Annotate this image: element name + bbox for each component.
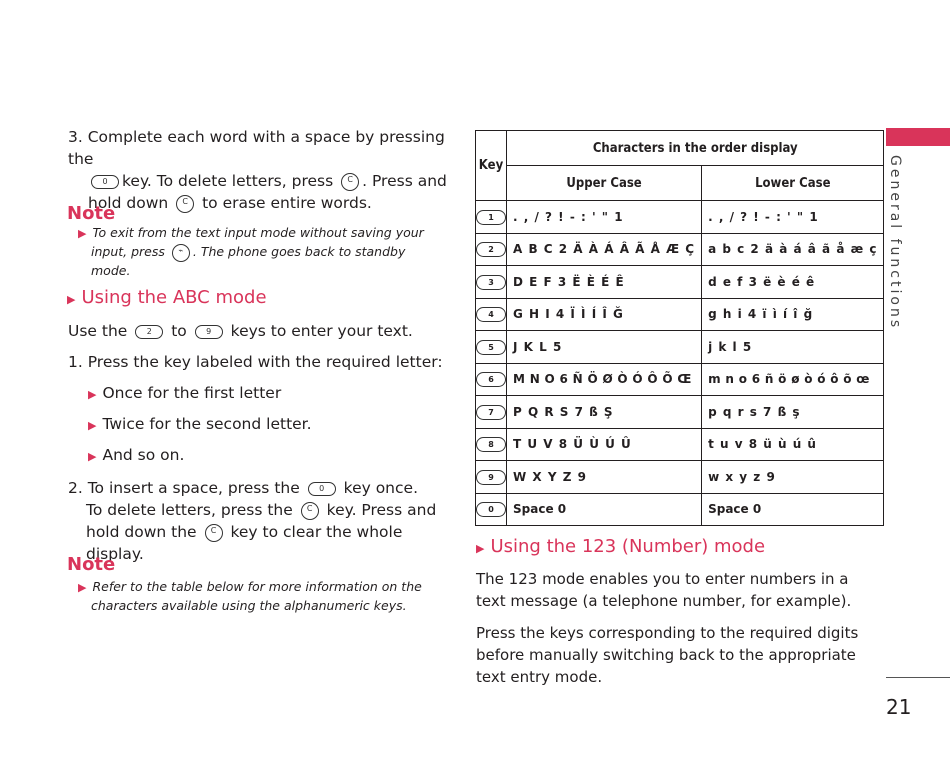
- bullet-triangle-icon: ▶: [88, 388, 97, 401]
- step2-text: 2. To insert a space, press the 0 key once. To delete letters, press the C key. Press and hold down the C key to clear the whole display.: [68, 479, 437, 563]
- section-tab-bar: [886, 128, 950, 146]
- note-text: ▶ To exit from the text input mode without saving your input, press ⌁ . The phone goes back to standby mode.: [78, 225, 424, 278]
- page-number: 21: [886, 695, 912, 719]
- note-text: ▶ Refer to the table below for more information on the characters available using the alphanumeric keys.: [78, 579, 422, 613]
- key-icon: 1: [476, 210, 506, 225]
- key-icon: 0: [476, 502, 506, 517]
- key-icon: 7: [476, 405, 506, 420]
- page-divider: [886, 677, 950, 678]
- clear-key-icon: C: [205, 524, 223, 542]
- key-icon: 3: [476, 275, 506, 290]
- key-icon: 8: [476, 437, 506, 452]
- clear-key-icon: C: [341, 173, 359, 191]
- number-mode-paragraph-2: Press the keys corresponding to the required digits before manually switching back to the appropriate text entry mode.: [476, 624, 859, 686]
- bullet-triangle-icon: ▶: [88, 419, 97, 432]
- two-key-icon: 2: [135, 325, 163, 339]
- use-keys-text: Use the 2 to 9 keys to enter your text.: [68, 322, 413, 340]
- bullet-twice: ▶ Twice for the second letter.: [88, 415, 312, 433]
- table-header-upper: Upper Case: [507, 166, 702, 201]
- bullet-triangle-icon: ▶: [78, 227, 87, 240]
- table-row: 2 A B C 2 Ä À Á Â Ã Å Æ Ç a b c 2 ä à á â ã å æ ç: [476, 233, 884, 266]
- character-table: [475, 130, 884, 526]
- end-key-icon: ⌁: [172, 244, 190, 262]
- key-icon: 9: [476, 470, 506, 485]
- abc-mode-heading: ▶ Using the ABC mode: [67, 287, 267, 308]
- table-header-chars: Characters in the order display: [507, 131, 884, 166]
- table-row: 1 . , / ? ! - : ' " 1 . , / ? ! - : ' " 1: [476, 201, 884, 234]
- table-row: 3 D E F 3 Ë È É Ê d e f 3 ë è é ê: [476, 266, 884, 299]
- nine-key-icon: 9: [195, 325, 223, 339]
- bullet-triangle-icon: ▶: [88, 450, 97, 463]
- clear-key-icon: C: [301, 502, 319, 520]
- section-label: General functions: [887, 155, 903, 331]
- table-row: 8 T U V 8 Ü Ù Ú Û t u v 8 ü ù ú û: [476, 428, 884, 461]
- bullet-andso: ▶ And so on.: [88, 446, 185, 464]
- clear-key-icon: C: [176, 195, 194, 213]
- note-heading: Note: [67, 554, 116, 575]
- zero-key-icon: 0: [308, 482, 336, 496]
- table-row: 5 J K L 5 j k l 5: [476, 331, 884, 364]
- number-mode-heading: ▶ Using the 123 (Number) mode: [476, 536, 766, 557]
- table-row: 4 G H I 4 Ï Ì Í Î Ğ g h i 4 ï ì í î ğ: [476, 298, 884, 331]
- table-header-lower: Lower Case: [702, 166, 884, 201]
- key-icon: 2: [476, 242, 506, 257]
- key-icon: 6: [476, 372, 506, 387]
- table-row: 9 W X Y Z 9 w x y z 9: [476, 461, 884, 494]
- bullet-triangle-icon: ▶: [476, 542, 485, 555]
- key-icon: 5: [476, 340, 506, 355]
- bullet-triangle-icon: ▶: [78, 581, 87, 594]
- step1-text: 1. Press the key labeled with the required letter:: [68, 353, 443, 371]
- table-row: 6 M N O 6 Ñ Ö Ø Ò Ó Ô Õ Œ m n o 6 ñ ö ø ò ó ô õ œ: [476, 363, 884, 396]
- table-row: 7 P Q R S 7 ß Ş p q r s 7 ß ş: [476, 396, 884, 429]
- step3-text: 3. Complete each word with a space by pressing the 0 key. To delete letters, press C . Press and hold down C to erase entire words.: [68, 128, 447, 212]
- bullet-triangle-icon: ▶: [67, 293, 76, 306]
- step3-number: 3.: [68, 128, 83, 146]
- zero-key-icon: 0: [91, 175, 119, 189]
- number-mode-paragraph-1: The 123 mode enables you to enter numbers in a text message (a telephone number, for example).: [476, 570, 852, 610]
- note-heading: Note: [67, 203, 116, 224]
- table-header-key: Key: [476, 131, 507, 201]
- key-icon: 4: [476, 307, 506, 322]
- bullet-once: ▶ Once for the first letter: [88, 384, 282, 402]
- table-row: 0 Space 0 Space 0: [476, 493, 884, 526]
